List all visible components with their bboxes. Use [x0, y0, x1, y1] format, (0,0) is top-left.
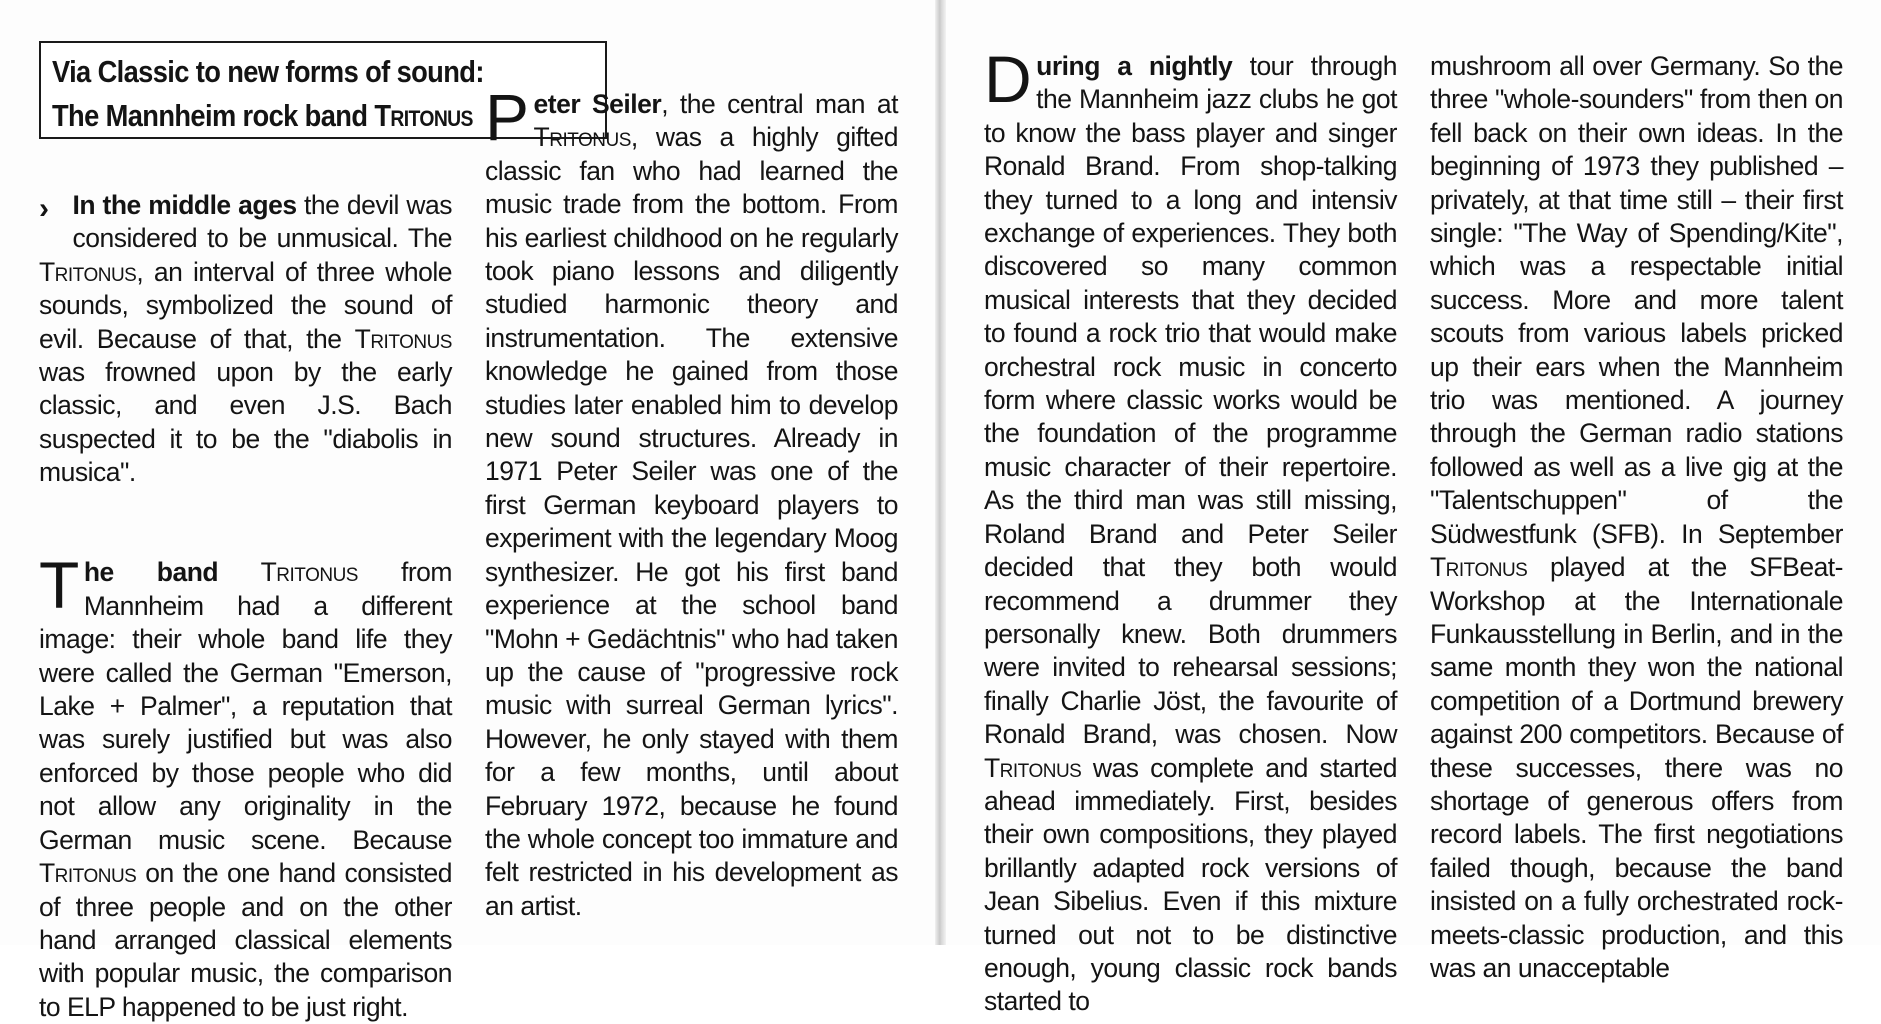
left-column-2 [485, 80, 898, 923]
band-name: Tritonus [218, 557, 358, 588]
band-name: Tritonus [39, 858, 137, 889]
headline-line-2-text: The Mannheim rock band [52, 98, 375, 133]
headline-line-2 [52, 94, 539, 138]
band-name: Tritonus [984, 752, 1082, 783]
paragraph-middle-ages [39, 189, 452, 490]
paragraph-nightly-tour [984, 42, 1397, 1019]
text-run: from Mannheim had a different image: their whole band life they were called the German "Emerson, Lake + Palmer", a reputation that was surely justified but was also enforced by those people who did not allow any originality in the German music scene. Because [39, 557, 452, 855]
drop-cap-d: D [984, 42, 1032, 116]
headline-line-1: Via Classic to new forms of sound: [52, 54, 484, 89]
drop-cap-t: T [39, 548, 79, 623]
band-name: Tritonus [39, 256, 137, 287]
text-run: , the central man at [661, 89, 898, 119]
lead-in-the-band: he band [83, 557, 219, 588]
drop-cap-p: P [485, 80, 529, 154]
text-run: mushroom all over Germany. So the three "whole-sounders" from then on fell back on their own ideas. In the beginning of 1973 they published – privately, at that time still – their first single: "The Way of Spending/Kite", which was a respectable initial success. More and more talent scouts from various labels pricked up their ears when the Mannheim trio was mentioned. A journey through the German radio stations followed as well as a live gig at the "Talentschuppen" of the Südwestfunk (SFB). In September [1430, 51, 1843, 549]
right-column-2 [1430, 50, 1843, 985]
right-column-1 [984, 42, 1397, 1019]
text-run: tour through the Mannheim jazz clubs he got to know the bass player and singer Ronald Brand. From shop-talking they turned to a long and intensiv exchange of experiences. They both discovered so many common musical interests that they decided to found a rock trio that would make orchestral rock music in concerto form where classic works would be the foundation of the programme music character of their repertoire. As the third man was still missing, Roland Brand and Peter Seiler decided that they both would recommend a drummer they personally knew. Both drummers were invited to rehearsal sessions; finally Charlie Jöst, the favourite of Ronald Brand, was chosen. Now [984, 51, 1397, 750]
paragraph-mushroom [1430, 50, 1843, 985]
left-page [0, 0, 935, 1022]
text-run: , was a highly gifted classic fan who had learned the music trade from the bottom. From his earliest childhood on he regularly took piano lessons and diligently studied harmonic theory and instrumentation. The extensive knowledge he gained from those studies later enabled him to develop new sound structures. Already in 1971 Peter Seiler was one of the first German keyboard players to experiment with the legendary Moog synthesizer. He got his first band experience at the school band "Mohn + Gedächtnis" who had taken up the cause of "progressive rock music with surreal German lyrics". However, he only stayed with them for a few months, until about February 1972, because he found the whole concept too immature and felt restricted in his development as an artist. [485, 122, 898, 921]
lead-in-middle-ages: In the middle ages [72, 190, 297, 220]
book-gutter [935, 0, 946, 945]
text-run: played at the SFBeat-Workshop at the Internationale Funkausstellung in Berlin, and in the same month they won the national competition of a Dortmund brewery against 200 competitors. Because of these successes, there was no shortage of generous offers from record labels. The first negotiations failed though, because the band insisted on a fully orchestrated rock-meets-classic production, and this was an unacceptable [1430, 552, 1843, 983]
paragraph-the-band [39, 548, 452, 1024]
arrow-marker-icon: › [39, 192, 49, 225]
right-page [946, 0, 1881, 1017]
band-name: Tritonus [354, 323, 452, 354]
band-name: Tritonus [533, 122, 631, 153]
paragraph-gap [39, 523, 452, 556]
text-run: the devil was considered to be unmusical. The [72, 190, 452, 254]
paragraph-gap [39, 490, 452, 523]
text-run: on the one hand consisted of three people and on the other hand arranged classical elements with popular music, the comparison to ELP happened to be just right. [39, 858, 452, 1022]
left-column-1 [39, 189, 452, 1024]
lead-in-peter-seiler: eter Seiler [533, 89, 662, 119]
text-run: , an interval of three whole sounds, symbolized the sound of evil. Because of that, the [39, 256, 452, 354]
band-name: Tritonus [1430, 552, 1528, 583]
text-run: was frowned upon by the early classic, and even J.S. Bach suspected it to be the "diabolis in musica". [39, 357, 452, 488]
paragraph-peter-seiler [485, 80, 898, 923]
text-run: was complete and started ahead immediately. First, besides their own compositions, they played brillantly adapted rock versions of Jean Sibelius. Even if this mixture turned out not to be distinctive enough, young classic rock bands started to [984, 752, 1397, 1017]
headline-band-name: Tritonus [374, 98, 473, 133]
lead-in-nightly: uring a nightly [1036, 51, 1233, 81]
